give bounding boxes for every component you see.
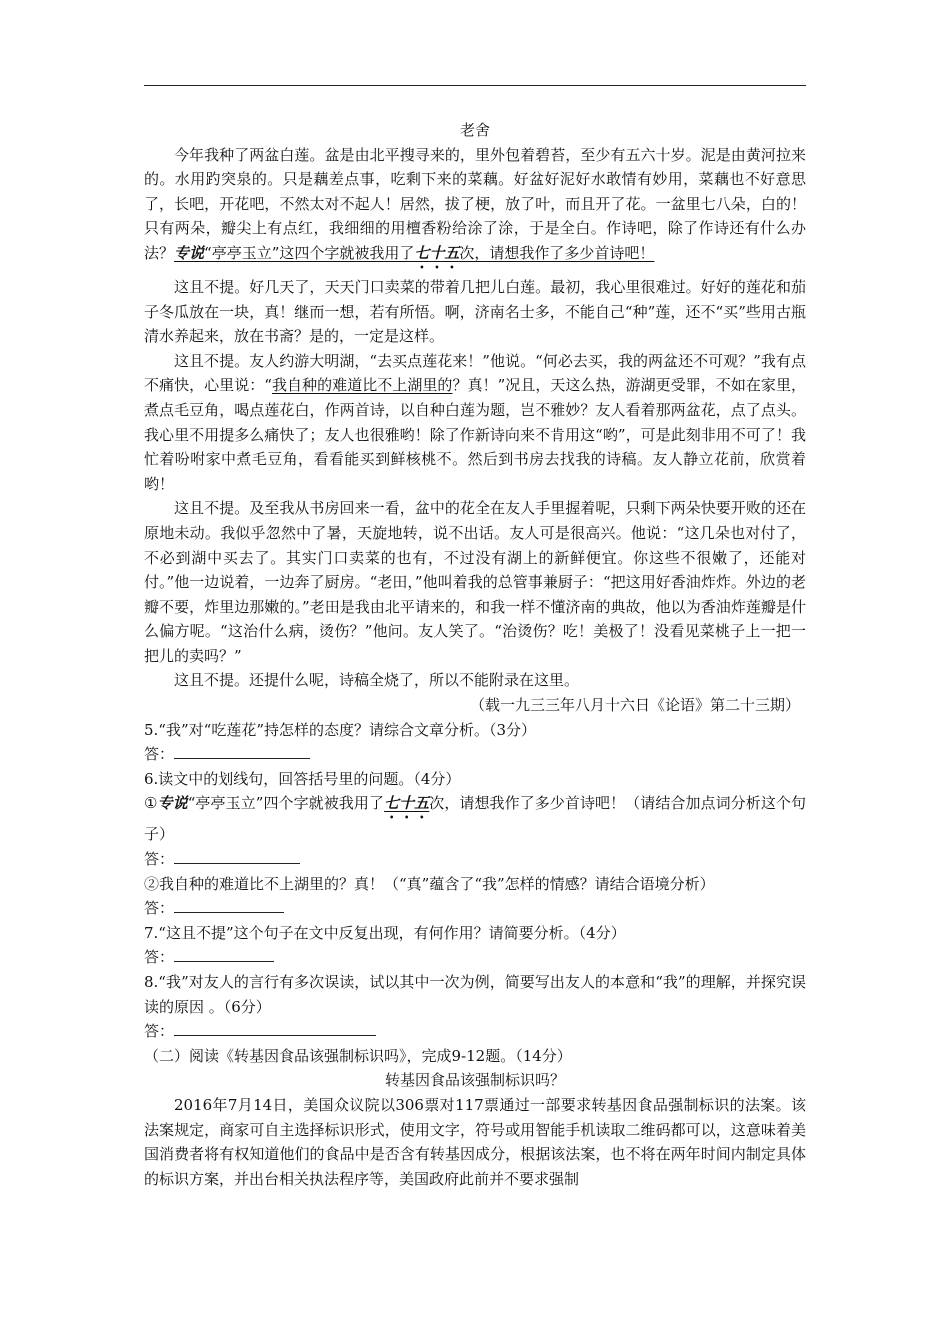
answer-label: 答： [144, 745, 175, 764]
article-title: 老舍 [459, 121, 490, 139]
emphasized-word-zhuanshuo: 专说 [174, 243, 205, 262]
answer-line-5 [144, 742, 806, 767]
question-7: 7.“这且不提”这个句子在文中反复出现，有何作用？请简要分析。（4分） [144, 923, 626, 942]
answer-line-8 [144, 1019, 806, 1044]
answer-blank-7[interactable] [174, 946, 274, 962]
answer-line-6-2 [144, 896, 806, 921]
question-6-1 [144, 791, 806, 847]
question-6-2: ②我自种的难道比不上湖里的？真！（“真”蕴含了“我”怎样的情感？请结合语境分析） [144, 874, 715, 893]
answer-line-6-1 [144, 847, 806, 872]
paragraph-5: 这且不提。还提什么呢，诗稿全烧了，所以不能附录在这里。 [174, 671, 580, 690]
question-6-1-rest: 次，请想我作了多少首诗吧！（请结合加点词分析这个句子） [144, 794, 806, 844]
answer-line-7 [144, 945, 806, 970]
underlined-text: “亭亭玉立”这四个字就被我用了 [204, 243, 415, 262]
paragraph-3-text-a: 这且不提。友人约游大明湖，“去买点莲花来！”他说。“何必去买，我的两盆还不可观？”我有点不痛快，心里说：“ [144, 351, 806, 395]
underlined-sentence-2: 我自种的难道比不上湖里的 [271, 376, 453, 395]
article-source: （载一九三三年八月十六日《论语》第二十三期） [469, 696, 800, 715]
paragraph-2: 这且不提。好几天了，天天门口卖菜的带着几把儿白莲。最初，我心里很难过。好好的莲花和茄子冬瓜放在一块，真！继而一想，若有所悟。啊，济南名士多，不能自己“种”莲，还不“买”些用古瓶清水养起来，放在书斋？是的，一定是这样。 [144, 277, 806, 346]
answer-blank-5[interactable] [174, 743, 310, 759]
header-rule [144, 85, 806, 86]
article-2-title: 转基因食品该强制标识吗？ [384, 1071, 565, 1090]
dotted-word-qishiwu-q: 七十五 [384, 794, 430, 813]
underlined-sentence-1 [174, 244, 654, 262]
answer-blank-6-1[interactable] [174, 848, 300, 864]
question-6-1-text: “亭亭玉立”四个字就被我用了 [187, 794, 385, 813]
item-marker-1: ① [144, 794, 158, 813]
answer-blank-8[interactable] [174, 1020, 376, 1036]
paragraph-4: 这且不提。及至我从书房回来一看，盆中的花全在友人手里握着呢，只剩下两朵快要开败的还在原地未动。我似乎忽然中了暑，天旋地转，说不出话。友人可是很高兴。他说：“这几朵也对付了，不必到湖中买去了。其实门口卖菜的也有，不过没有湖上的新鲜便宜。你这些不很嫩了，还能对付。”他一边说着，一边奔了厨房。“老田，”他叫着我的总管事兼厨子：“把这用好香油炸炸。外边的老瓣不要，炸里边那嫩的。”老田是我由北平请来的，和我一样不懂济南的典故，他以为香油炸莲瓣是什么偏方呢。“这治什么病，烫伤？”他问。友人笑了。“治烫伤？吃！美极了！没看见菜桃子上一把一把儿的卖吗？” [144, 499, 806, 665]
question-5: 5.“我”对“吃莲花”持怎样的态度？请综合文章分析。（3分） [144, 720, 537, 739]
emphasized-word-zhuanshuo-q: 专说 [157, 794, 188, 813]
answer-label: 答： [144, 850, 175, 869]
underlined-text-end: 次，请想我作了多少首诗吧！ [459, 243, 655, 262]
answer-label: 答： [144, 1022, 175, 1041]
dotted-word-qishiwu: 七十五 [414, 243, 460, 262]
question-8: 8.“我”对友人的言行有多次误读，试以其中一次为例，简要写出友人的本意和“我”的理解，并探究误读的原因 。（6分） [144, 973, 806, 1016]
paragraph-1 [144, 143, 806, 272]
question-6: 6.读文中的划线句，回答括号里的问题。（4分） [144, 769, 461, 788]
section-2-intro: （二）阅读《转基因食品该强制标识吗》，完成9-12题。（14分） [144, 1046, 572, 1065]
paragraph-3 [144, 349, 806, 497]
paragraph-3-text-b: ？真！”况且，天这么热，游湖更受罪，不如在家里，煮点毛豆角，喝点莲花白，作两首诗，以自种白莲为题，岂不雅妙？友人看着那两盆花，点了点头。我心里不用提多么痛快了；友人也很雅哟！除了作新诗向来不肯用这“哟”，可是此刻非用不可了！我忙着吩咐家中煮毛豆角，看看能买到鲜核桃不。然后到书房去找我的诗稿。友人静立花前，欣赏着哟！ [144, 376, 806, 493]
article-2-paragraph-1: 2016年7月14日，美国众议院以306票对117票通过一部要求转基因食品强制标识的法案。该法案规定，商家可自主选择标识形式，使用文字，符号或用智能手机读取二维码都可以，这意味着美国消费者将有权知道他们的食品中是否含有转基因成分，根据该法案，也不将在两年时间内制定具体的标识方案，并出台相关执法程序等，美国政府此前并不要求强制 [144, 1095, 806, 1188]
answer-label: 答： [144, 899, 175, 918]
document-page [144, 118, 806, 1191]
paragraph-1-text: 今年我种了两盆白莲。盆是由北平搜寻来的，里外包着碧苔，至少有五六十岁。泥是由黄河拉来的。水用趵突泉的。只是藕差点事，吃剩下来的菜藕。好盆好泥好水敢情有妙用，菜藕也不好意思了，长吧，开花吧，不然太对不起人！居然，拔了梗，放了叶，而且开了花。一盆里七八朵，白的！只有两朵，瓣尖上有点红，我细细的用檀香粉给涂了涂，于是全白。作诗吧，除了作诗还有什么办法？ [144, 145, 806, 262]
answer-label: 答： [144, 948, 175, 967]
answer-blank-6-2[interactable] [174, 897, 284, 913]
